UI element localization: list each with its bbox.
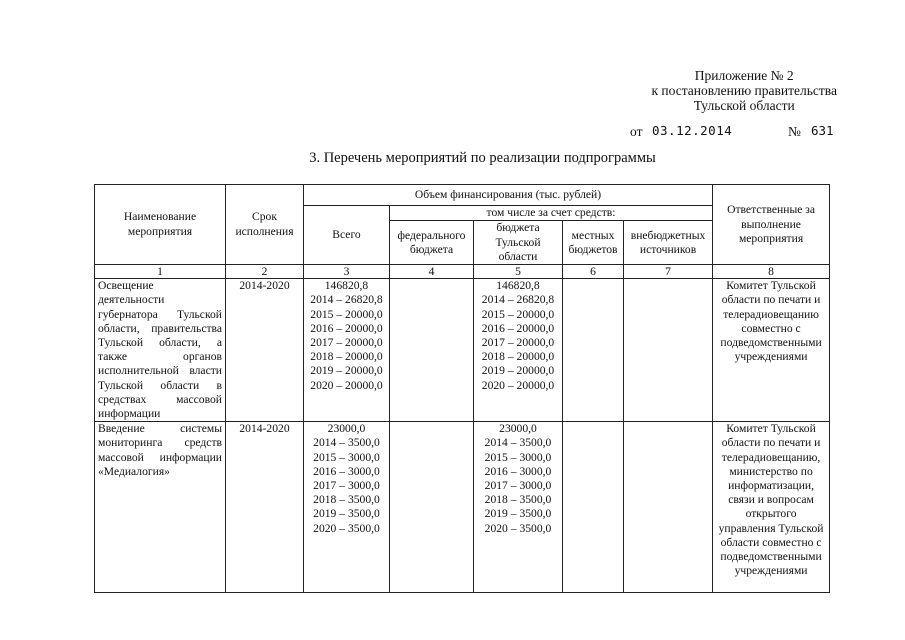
header-regional: бюджета Тульской области <box>474 221 563 265</box>
funding-local <box>563 422 624 593</box>
column-number: 8 <box>713 265 830 279</box>
measure-term: 2014-2020 <box>226 279 304 422</box>
funding-federal <box>390 422 474 593</box>
document-date: 03.12.2014 <box>652 123 733 138</box>
funding-total: 23000,0 2014 – 3500,0 2015 – 3000,0 2016 – 3000,0 2017 – 3000,0 2018 – 3500,0 2019 – 3500,0 2020 – 3500,0 <box>304 422 390 593</box>
document-number: 631 <box>811 123 834 138</box>
date-from-label: от <box>630 124 643 139</box>
funding-federal <box>390 279 474 422</box>
appendix-line-3: Тульской области <box>693 98 795 113</box>
column-number: 3 <box>304 265 390 279</box>
header-including: том числе за счет средств: <box>390 206 713 221</box>
measure-name: Введение системы мониторинга средств массовой информации «Медиалогия» <box>95 422 226 593</box>
table-row <box>95 422 830 593</box>
measure-name: Освещение деятельности губернатора Тульской области, правительства Тульской области, а также органов исполнительной власти Тульской области в средствах массовой информации <box>95 279 226 422</box>
header-total: Всего <box>304 206 390 265</box>
appendix-header <box>651 68 837 113</box>
column-number: 6 <box>563 265 624 279</box>
header-extra: внебюджетных источников <box>624 221 713 265</box>
number-label: № <box>788 124 801 139</box>
responsible-party: Комитет Тульской области по печати и телерадиовещанию совместно с подведомственными учреждениями <box>713 279 830 422</box>
column-number: 1 <box>95 265 226 279</box>
appendix-line-1: Приложение № 2 <box>694 68 794 83</box>
column-number: 7 <box>624 265 713 279</box>
column-number: 5 <box>474 265 563 279</box>
funding-extra <box>624 279 713 422</box>
header-name: Наименование мероприятия <box>95 185 226 265</box>
document-dateline <box>630 124 840 140</box>
funding-regional: 23000,0 2014 – 3500,0 2015 – 3000,0 2016 – 3000,0 2017 – 3000,0 2018 – 3500,0 2019 – 3500,0 2020 – 3500,0 <box>474 422 563 593</box>
responsible-party: Комитет Тульской области по печати и телерадиовещанию, министерство по информатизации, связи и вопросам открытого управления Тульской области совместно с подведомственными учреждениями <box>713 422 830 593</box>
table-row <box>95 279 830 422</box>
column-number: 2 <box>226 265 304 279</box>
funding-extra <box>624 422 713 593</box>
header-responsible: Ответственные за выполнение мероприятия <box>713 185 830 265</box>
column-numbers-row <box>95 265 830 279</box>
header-funding: Объем финансирования (тыс. рублей) <box>304 185 713 206</box>
header-term: Срок исполнения <box>226 185 304 265</box>
header-local: местных бюджетов <box>563 221 624 265</box>
funding-regional: 146820,8 2014 – 26820,8 2015 – 20000,0 2016 – 20000,0 2017 – 20000,0 2018 – 20000,0 2019 – 20000,0 2020 – 20000,0 <box>474 279 563 422</box>
column-number: 4 <box>390 265 474 279</box>
header-federal: федерального бюджета <box>390 221 474 265</box>
funding-total: 146820,8 2014 – 26820,8 2015 – 20000,0 2016 – 20000,0 2017 – 20000,0 2018 – 20000,0 2019 – 20000,0 2020 – 20000,0 <box>304 279 390 422</box>
measure-term: 2014-2020 <box>226 422 304 593</box>
measures-table <box>94 184 830 593</box>
appendix-line-2: к постановлению правительства <box>651 83 837 98</box>
funding-local <box>563 279 624 422</box>
page-title: 3. Перечень мероприятий по реализации подпрограммы <box>309 150 656 166</box>
